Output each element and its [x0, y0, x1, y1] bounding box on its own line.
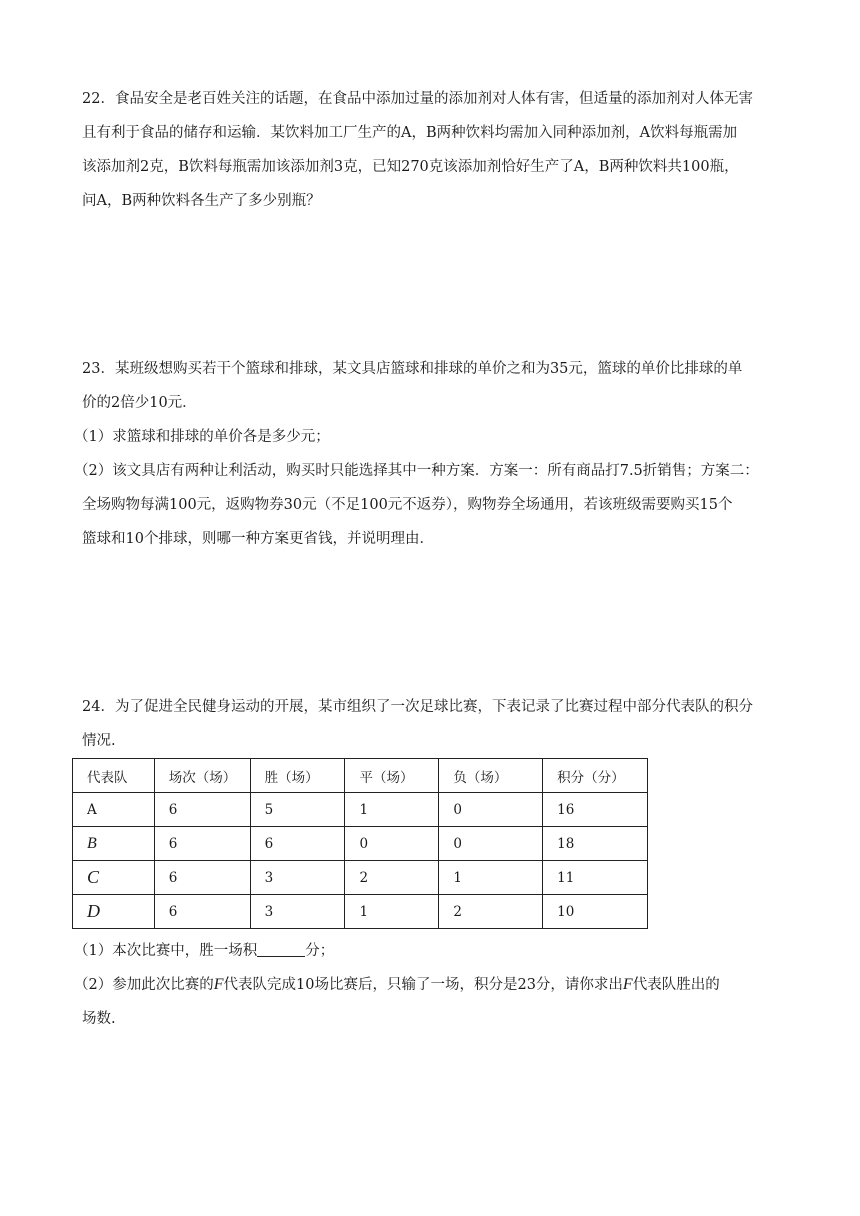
team-name: B	[73, 827, 155, 861]
score-table	[72, 758, 648, 929]
q24-line-2: 情况.	[82, 733, 116, 749]
table-header: 胜（场）	[250, 759, 345, 793]
table-cell: 6	[250, 827, 345, 861]
table-header: 积分（分）	[543, 759, 648, 793]
table-cell: 0	[439, 793, 543, 827]
team-name: A	[73, 793, 155, 827]
table-cell: 0	[345, 827, 439, 861]
team-name: D	[73, 895, 155, 929]
table-cell: 16	[543, 793, 648, 827]
q22-line-3: 该添加剂2克，B饮料每瓶需加该添加剂3克，已知270克该添加剂恰好生产了A，B两种饮料共100瓶，	[82, 159, 739, 175]
q24-part-1-unit: 分；	[305, 943, 335, 959]
table-row	[73, 793, 648, 827]
q22-line-2: 且有利于食品的储存和运输．某饮料加工厂生产的A，B两种饮料均需加入同种添加剂，A饮料每瓶需加	[82, 125, 738, 141]
table-header: 平（场）	[345, 759, 439, 793]
q23-part-2-line-1: （2）该文具店有两种让利活动，购买时只能选择其中一种方案．方案一：所有商品打7.5折销售；方案二：	[74, 463, 759, 479]
q22-line-1: 22．食品安全是老百姓关注的话题，在食品中添加过量的添加剂对人体有害，但适量的添加剂对人体无害	[82, 91, 753, 107]
table-cell: 2	[345, 861, 439, 895]
table-header: 代表队	[73, 759, 155, 793]
table-cell: 1	[345, 895, 439, 929]
answer-blank[interactable]	[257, 942, 305, 957]
table-cell: 11	[543, 861, 648, 895]
table-row	[73, 861, 648, 895]
q24-part-2-text-c: 代表队胜出的	[632, 977, 720, 993]
table-row	[73, 827, 648, 861]
q24-part-2-text-a: （2）参加此次比赛的	[74, 977, 214, 993]
math-variable-f: F	[213, 976, 224, 993]
q23-part-2-line-3: 篮球和10个排球，则哪一种方案更省钱，并说明理由．	[82, 531, 434, 547]
q22-line-4: 问A，B两种饮料各生产了多少别瓶？	[82, 193, 321, 209]
table-cell: 18	[543, 827, 648, 861]
q24-line-1: 24．为了促进全民健身运动的开展，某市组织了一次足球比赛，下表记录了比赛过程中部分代表队的积分	[82, 699, 753, 715]
q23-part-2-line-2: 全场购物每满100元，返购物券30元（不足100元不返券），购物券全场通用，若该班级需要购买15个	[82, 497, 733, 513]
table-header-row	[73, 759, 648, 793]
math-variable-f: F	[622, 976, 633, 993]
table-cell: 3	[250, 861, 345, 895]
q23-line-1: 23．某班级想购买若干个篮球和排球，某文具店篮球和排球的单价之和为35元，篮球的单价比排球的单	[82, 361, 743, 377]
table-cell: 6	[154, 895, 250, 929]
q24-part-1-text: （1）本次比赛中，胜一场积	[74, 943, 258, 959]
q24-part-2-line-1	[74, 968, 782, 1002]
q24-part-2-text-b: 代表队完成10场比赛后，只输了一场，积分是23分，请你求出	[223, 977, 623, 993]
table-cell: 6	[154, 861, 250, 895]
table-cell: 10	[543, 895, 648, 929]
table-cell: 6	[154, 827, 250, 861]
table-header: 场次（场）	[154, 759, 250, 793]
q23-part-1: （1）求篮球和排球的单价各是多少元；	[74, 429, 330, 445]
table-cell: 3	[250, 895, 345, 929]
q23-line-2: 价的2倍少10元．	[82, 395, 197, 411]
table-cell: 1	[345, 793, 439, 827]
table-cell: 0	[439, 827, 543, 861]
table-cell: 5	[250, 793, 345, 827]
table-cell: 2	[439, 895, 543, 929]
table-header: 负（场）	[439, 759, 543, 793]
q24-part-1	[74, 934, 782, 968]
table-cell: 1	[439, 861, 543, 895]
team-name: C	[73, 861, 155, 895]
table-row	[73, 895, 648, 929]
q24-part-2-line-2: 场数.	[82, 1011, 116, 1027]
table-cell: 6	[154, 793, 250, 827]
